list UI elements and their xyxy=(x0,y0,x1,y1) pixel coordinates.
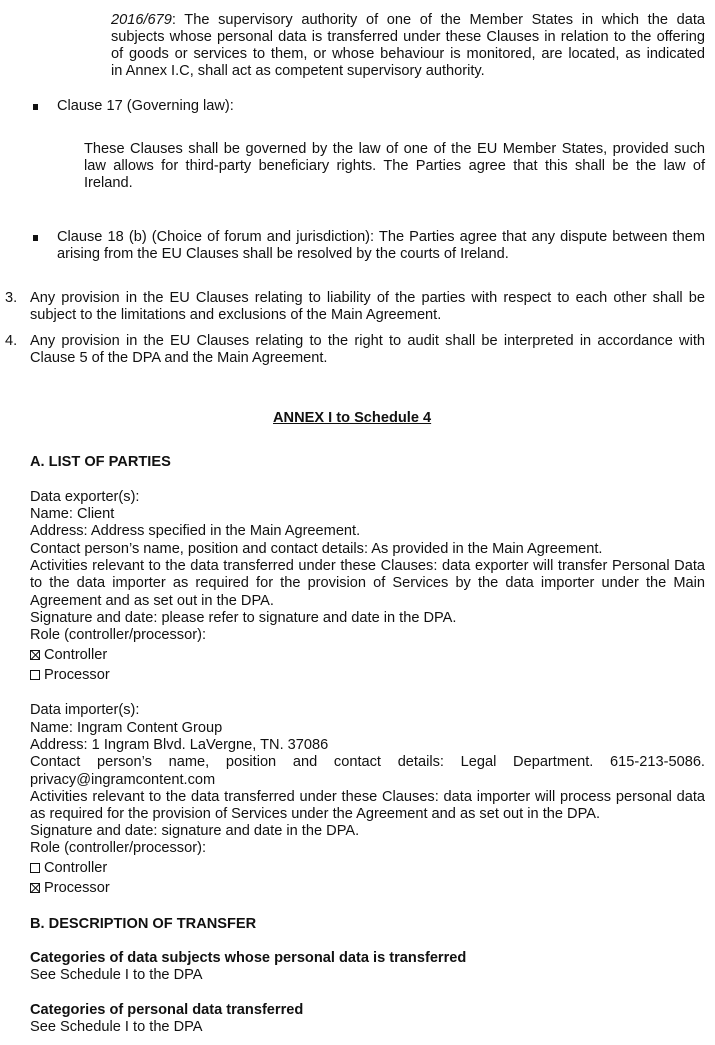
exporter-activities-1: Activities relevant to the data transferred under these Clauses: data exporter will transfer Personal Data xyxy=(30,558,705,574)
empty-checkbox-icon[interactable] xyxy=(30,863,40,873)
section-b-title: B. DESCRIPTION OF TRANSFER xyxy=(30,916,257,932)
importer-address: Address: 1 Ingram Blvd. LaVergne, TN. 37086 xyxy=(30,737,329,753)
clause17-line-3: Ireland. xyxy=(84,175,133,191)
clause17-line-2: law allows for third-party beneficiary rights. The Parties agree that this shall be the law of xyxy=(84,158,705,174)
section-a-title: A. LIST OF PARTIES xyxy=(30,454,171,470)
exporter-option-controller[interactable]: Controller xyxy=(30,647,107,664)
exporter-heading: Data exporter(s): xyxy=(30,489,140,505)
bullet-icon xyxy=(33,104,38,110)
checked-checkbox-icon[interactable] xyxy=(30,883,40,893)
intro-line-4: in Annex I.C, shall act as competent supervisory authority. xyxy=(111,63,485,79)
item3-line-2: subject to the limitations and exclusions of the Main Agreement. xyxy=(30,307,442,323)
importer-role: Role (controller/processor): xyxy=(30,840,206,856)
clause18-line-1: Clause 18 (b) (Choice of forum and jurisdiction): The Parties agree that any dispute between them xyxy=(57,229,705,245)
item3-number: 3. xyxy=(5,290,18,306)
exporter-contact: Contact person’s name, position and contact details: As provided in the Main Agreement. xyxy=(30,541,603,557)
exporter-name: Name: Client xyxy=(30,506,115,522)
cat-data-heading: Categories of personal data transferred xyxy=(30,1002,304,1018)
exporter-role: Role (controller/processor): xyxy=(30,627,206,643)
exporter-activities-2: to the data importer as required for the provision of Services by the data importer under the Main xyxy=(30,575,705,591)
empty-checkbox-icon[interactable] xyxy=(30,670,40,680)
cat-data-text: See Schedule I to the DPA xyxy=(30,1019,203,1035)
cat-subjects-text: See Schedule I to the DPA xyxy=(30,967,203,983)
bullet-icon xyxy=(33,235,38,241)
regulation-reference: 2016/679 xyxy=(111,12,172,28)
clause17-heading: Clause 17 (Governing law): xyxy=(57,98,234,114)
intro-line-3: of goods or services to them, or whose behaviour is monitored, are located, as indicated xyxy=(111,46,705,62)
importer-activities-1: Activities relevant to the data transferred under these Clauses: data importer will process personal data xyxy=(30,789,705,805)
importer-option-processor[interactable]: Processor xyxy=(30,880,110,897)
importer-contact-1: Contact person’s name, position and contact details: Legal Department. 615-213-5086. xyxy=(30,754,705,770)
importer-contact-2: privacy@ingramcontent.com xyxy=(30,772,216,788)
exporter-option-processor[interactable]: Processor xyxy=(30,667,110,684)
item3-line-1: Any provision in the EU Clauses relating to liability of the parties with respect to each other shall be xyxy=(30,290,705,306)
checked-checkbox-icon[interactable] xyxy=(30,650,40,660)
cat-subjects-heading: Categories of data subjects whose personal data is transferred xyxy=(30,950,467,966)
importer-signature: Signature and date: signature and date in the DPA. xyxy=(30,823,360,839)
clause17-line-1: These Clauses shall be governed by the law of one of the EU Member States, provided such xyxy=(84,141,705,157)
item4-number: 4. xyxy=(5,333,18,349)
annex-title: ANNEX I to Schedule 4 xyxy=(273,410,432,426)
clause18-line-2: arising from the EU Clauses shall be resolved by the courts of Ireland. xyxy=(57,246,509,262)
importer-name: Name: Ingram Content Group xyxy=(30,720,223,736)
importer-heading: Data importer(s): xyxy=(30,702,140,718)
intro-line-2: subjects whose personal data is transferred under these Clauses in relation to the offering xyxy=(111,29,705,45)
item4-line-1: Any provision in the EU Clauses relating to the right to audit shall be interpreted in accordance with xyxy=(30,333,705,349)
exporter-activities-3: Agreement and as set out in the DPA. xyxy=(30,593,274,609)
importer-activities-2: as required for the provision of Services under the Agreement and as set out in the DPA. xyxy=(30,806,601,822)
exporter-signature: Signature and date: please refer to signature and date in the DPA. xyxy=(30,610,457,626)
importer-option-controller[interactable]: Controller xyxy=(30,860,107,877)
exporter-address: Address: Address specified in the Main Agreement. xyxy=(30,523,361,539)
intro-line-1: 2016/679: The supervisory authority of one of the Member States in which the data xyxy=(111,12,705,28)
item4-line-2: Clause 5 of the DPA and the Main Agreement. xyxy=(30,350,328,366)
